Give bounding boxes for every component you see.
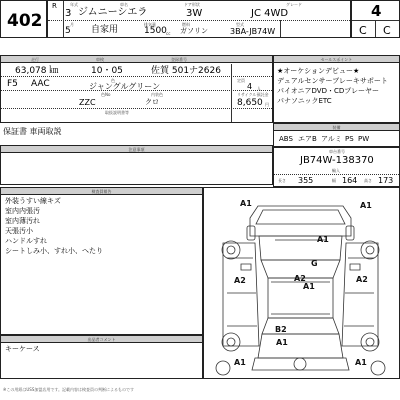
trim-caption: 内装色 xyxy=(151,92,163,97)
mark-front-right: A1 xyxy=(360,201,372,210)
overall-score: 4 xyxy=(371,2,382,20)
mark-front-left: A1 xyxy=(240,199,252,208)
width-value: 164 xyxy=(342,176,358,185)
score-box xyxy=(351,0,400,38)
recycle-caption: リサイクル預託金 xyxy=(237,92,269,97)
color-caption: 色 xyxy=(111,78,115,83)
month-value: 5 xyxy=(65,26,71,36)
fuel: ガソリン xyxy=(180,27,208,35)
length-label: 長さ xyxy=(278,178,286,183)
notes-title: 注意事項 xyxy=(128,147,145,152)
header-main-box xyxy=(47,0,351,38)
car-diagram xyxy=(203,198,398,378)
cc-unit: cc xyxy=(166,31,171,36)
model-code: 3BA-JB74W xyxy=(230,27,276,36)
mark-bottom-right: A1 xyxy=(355,358,367,367)
width-label: 幅 xyxy=(332,178,336,183)
sales-point-4: パナソニックETC xyxy=(277,97,332,105)
equip-alloy: アルミ xyxy=(321,135,342,143)
recycle-unit: 円 xyxy=(265,102,269,107)
chassis-caption: 車台番号 xyxy=(329,149,345,154)
equipment-box xyxy=(273,123,400,147)
use-type: 自家用 xyxy=(91,25,119,35)
interior-score: C xyxy=(359,24,367,37)
year-value: 3 xyxy=(65,8,72,19)
seats-value: 4 xyxy=(247,82,253,91)
year-caption: 年式 xyxy=(70,2,78,7)
month-caption: 月 xyxy=(70,22,74,27)
manual-caption: 取扱説明書等 xyxy=(105,110,129,115)
equipment-title: 装備 xyxy=(332,125,341,130)
color-code: ZZC xyxy=(79,98,96,107)
car-name-caption: 車名 xyxy=(120,2,128,7)
sales-point-title: セールスポイント xyxy=(320,57,353,62)
seats-unit: 人 xyxy=(257,86,261,91)
seats-caption: 定員 xyxy=(237,78,245,83)
mark-hood: A1 xyxy=(317,235,329,244)
grade: JC 4WD xyxy=(251,8,289,19)
mark-left-side: A2 xyxy=(234,276,246,285)
chassis-number: JB74W-138370 xyxy=(300,155,374,166)
body-color: ジャングルグリーン xyxy=(89,82,161,91)
ac-type: AAC xyxy=(31,79,50,89)
recycle-fee: 8,650 xyxy=(237,98,263,108)
door-type: 3W xyxy=(186,8,203,19)
model-caption: 型式 xyxy=(236,22,244,27)
fuel-caption: 燃料 xyxy=(182,22,190,27)
sales-point-2: デュアルセンサーブレーキサポート xyxy=(277,77,388,85)
exterior-score: C xyxy=(383,24,391,37)
inspector-box xyxy=(0,187,203,335)
inspector-item-4: 天張汚小 xyxy=(5,227,33,235)
lot-number: 402 xyxy=(7,11,43,31)
equip-ps: PS xyxy=(345,135,354,143)
fine-print: ※この用紙はUSS加盟店用です。記載内容は検査員の判断によるものです xyxy=(3,387,135,392)
inspector-item-2: 室内内張汚 xyxy=(5,207,40,215)
mark-center: A2 xyxy=(294,274,306,283)
mark-roof: G xyxy=(311,259,318,268)
color-code-caption: 色No xyxy=(101,92,111,97)
equip-airbag: エアB xyxy=(298,135,317,143)
mark-bottom-left: A1 xyxy=(234,358,246,367)
mark-bottom-center: B2 xyxy=(275,325,287,334)
certificate-text: 保証書 車両取説 xyxy=(3,127,62,136)
height-label: 高さ xyxy=(364,178,372,183)
chassis-box xyxy=(273,147,400,187)
door-caption: ドア形状 xyxy=(184,2,200,7)
displacement-caption: 排気量 xyxy=(144,22,156,27)
displacement: 1500 xyxy=(144,26,167,36)
inspection-caption: 車検 xyxy=(96,57,104,62)
height-value: 173 xyxy=(378,176,394,185)
lot-box xyxy=(0,0,47,38)
year-prefix: R xyxy=(52,2,57,10)
info-grid xyxy=(0,55,273,123)
notes-box xyxy=(0,145,273,185)
mark-mid: A1 xyxy=(303,282,315,291)
car-name: ジムニーシエラ xyxy=(78,7,148,18)
equip-abs: ABS xyxy=(279,135,293,143)
equip-pw: PW xyxy=(358,135,370,143)
plate-number: 佐賀 501ナ2626 xyxy=(151,66,221,76)
mileage: 63,078 ㎞ xyxy=(15,66,59,76)
length-value: 355 xyxy=(298,176,314,185)
sales-point-box xyxy=(273,55,400,123)
mark-rear: A1 xyxy=(276,338,288,347)
inspector-title: 検査員報告 xyxy=(91,189,112,194)
inspection-date: 10・05 xyxy=(91,66,123,76)
plate-caption: 登録番号 xyxy=(171,57,187,62)
comment-box xyxy=(0,335,203,379)
trans-type: F5 xyxy=(7,79,18,89)
inspector-item-3: 室内薄汚れ xyxy=(5,217,40,225)
inspector-item-5: ハンドルすれ xyxy=(5,237,47,245)
mark-right-side: A2 xyxy=(356,275,368,284)
import-caption: 輸入 xyxy=(332,168,340,173)
seller-comment: キーケース xyxy=(5,345,40,353)
sales-point-1: ★オーケションデビュー★ xyxy=(277,67,360,75)
sales-point-3: パイオニアDVD・CDプレーヤー xyxy=(277,87,379,95)
trim-color: クロ xyxy=(145,98,159,106)
comment-caption: 出品者コメント xyxy=(87,337,116,342)
inspector-item-6: シートしみ小、すれ小、へたり xyxy=(5,247,103,255)
grade-caption: グレード xyxy=(286,2,302,7)
inspector-item-1: 外装うすい線キズ xyxy=(5,197,61,205)
mileage-caption: 走行 xyxy=(31,57,39,62)
